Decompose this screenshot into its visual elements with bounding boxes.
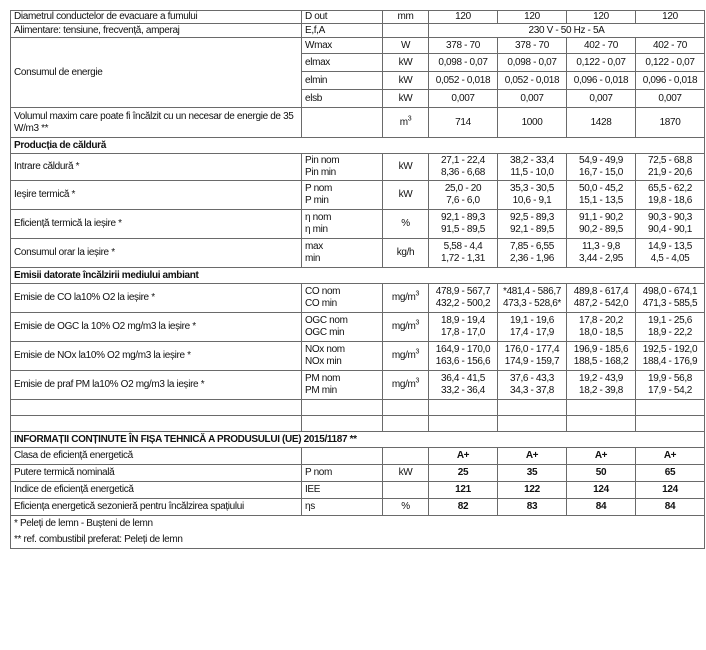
value-cell: 25 xyxy=(429,465,498,482)
unit-cell xyxy=(383,342,429,371)
unit-cell: kW xyxy=(383,465,429,482)
param-line: NOx nom xyxy=(305,344,345,355)
param-cell xyxy=(302,284,383,313)
value-line: 7,6 - 6,0 xyxy=(446,195,480,206)
value-cell: 1870 xyxy=(636,108,705,138)
value-line: 196,9 - 185,6 xyxy=(573,344,629,355)
value-cell xyxy=(567,210,636,239)
value-cell: 84 xyxy=(636,499,705,516)
value-line: 8,36 - 6,68 xyxy=(441,167,485,178)
value-line: 90,4 - 90,1 xyxy=(648,224,692,235)
value-cell xyxy=(429,284,498,313)
empty-cell xyxy=(302,416,383,432)
value-line: 90,2 - 89,5 xyxy=(579,224,623,235)
row-label: Volumul maxim care poate fi încălzit cu un necesar de energie de 35 W/m3 ** xyxy=(11,108,302,138)
value-cell: 120 xyxy=(429,11,498,24)
row-heated-volume xyxy=(11,108,705,138)
value-cell: 120 xyxy=(636,11,705,24)
value-cell: A+ xyxy=(429,448,498,465)
param-cell xyxy=(302,342,383,371)
value-line: 19,2 - 43,9 xyxy=(579,373,623,384)
row-label: Consumul de energie xyxy=(11,38,302,108)
value-line: 17,4 - 17,9 xyxy=(510,327,554,338)
row-label: Consumul orar la ieșire * xyxy=(11,239,302,268)
unit-cell: % xyxy=(383,210,429,239)
value-line: 164,9 - 170,0 xyxy=(435,344,491,355)
value-line: 11,3 - 9,8 xyxy=(581,241,620,252)
value-line: 25,0 - 20 xyxy=(444,183,482,194)
value-line: 21,9 - 20,6 xyxy=(648,167,692,178)
empty-cell xyxy=(429,400,498,416)
value-line: 34,3 - 37,8 xyxy=(510,385,554,396)
empty-cell xyxy=(383,416,429,432)
param-line: OGC min xyxy=(305,327,345,338)
value-line: 489,8 - 617,4 xyxy=(573,286,629,297)
value-line: 91,1 - 90,2 xyxy=(579,212,623,223)
param-cell: ηs xyxy=(302,499,383,516)
value-cell: 65 xyxy=(636,465,705,482)
row-label: Eficiența energetică sezonieră pentru încălzirea spațiului xyxy=(11,499,302,516)
unit-exponent: 3 xyxy=(415,377,420,385)
value-line: 33,2 - 36,4 xyxy=(441,385,485,396)
value-line: 4,5 - 4,05 xyxy=(650,253,690,264)
param-line: η nom xyxy=(305,212,332,223)
value-line: 19,1 - 25,6 xyxy=(648,315,692,326)
value-line: 92,1 - 89,3 xyxy=(441,212,485,223)
value-cell xyxy=(429,239,498,268)
value-line: 471,3 - 585,5 xyxy=(642,298,698,309)
row-label: Clasa de eficiență energetică xyxy=(11,448,302,465)
value-line: 473,3 - 528,6* xyxy=(503,298,561,309)
value-line: 50,0 - 45,2 xyxy=(579,183,623,194)
param-cell: elmin xyxy=(302,72,383,90)
value-cell xyxy=(498,284,567,313)
spec-table xyxy=(10,10,705,549)
value-cell: 50 xyxy=(567,465,636,482)
value-cell: 121 xyxy=(429,482,498,499)
param-cell: IEE xyxy=(302,482,383,499)
param-cell xyxy=(302,108,383,138)
param-line: Pin min xyxy=(305,167,336,178)
value-cell: 0,098 - 0,07 xyxy=(498,54,567,72)
value-line: 54,9 - 49,9 xyxy=(579,155,623,166)
value-cell: A+ xyxy=(636,448,705,465)
unit-exponent: 3 xyxy=(407,115,412,123)
value-cell: 0,052 - 0,018 xyxy=(429,72,498,90)
value-line: 7,85 - 6,55 xyxy=(510,241,554,252)
value-line: 17,9 - 54,2 xyxy=(648,385,692,396)
unit-base: m xyxy=(399,116,408,128)
empty-cell xyxy=(383,400,429,416)
unit-exponent: 3 xyxy=(415,290,420,298)
unit-base: mg/m xyxy=(391,350,416,361)
row-seasonal-efficiency xyxy=(11,499,705,516)
row-thermal-efficiency xyxy=(11,210,705,239)
value-cell: 0,096 - 0,018 xyxy=(567,72,636,90)
value-cell: 0,052 - 0,018 xyxy=(498,72,567,90)
value-cell: 0,007 xyxy=(636,90,705,108)
value-cell xyxy=(636,154,705,181)
empty-cell xyxy=(567,416,636,432)
value-cell xyxy=(567,313,636,342)
value-cell xyxy=(567,239,636,268)
value-cell: 0,122 - 0,07 xyxy=(636,54,705,72)
row-power-supply xyxy=(11,24,705,38)
empty-cell xyxy=(498,416,567,432)
value-line: 27,1 - 22,4 xyxy=(441,155,485,166)
value-line: 14,9 - 13,5 xyxy=(648,241,692,252)
value-line: 92,1 - 89,5 xyxy=(510,224,554,235)
value-line: 35,3 - 30,5 xyxy=(510,183,554,194)
footnote-row xyxy=(11,516,705,533)
unit-base: mg/m xyxy=(391,292,416,303)
param-cell: P nom xyxy=(302,465,383,482)
value-cell: 0,098 - 0,07 xyxy=(429,54,498,72)
section-fiche-header xyxy=(11,432,705,448)
value-line: 1,72 - 1,31 xyxy=(441,253,485,264)
row-label: Alimentare: tensiune, frecvență, amperaj xyxy=(11,24,302,38)
value-cell: 82 xyxy=(429,499,498,516)
value-cell: 120 xyxy=(498,11,567,24)
value-line: 478,9 - 567,7 xyxy=(435,286,491,297)
value-cell: 0,007 xyxy=(429,90,498,108)
row-ogc-emission xyxy=(11,313,705,342)
unit-exponent: 3 xyxy=(415,348,420,356)
param-cell xyxy=(302,181,383,210)
value-line: 5,58 - 4,4 xyxy=(443,241,483,252)
empty-cell xyxy=(11,400,302,416)
value-line: 90,3 - 90,3 xyxy=(648,212,692,223)
value-line: 18,9 - 22,2 xyxy=(648,327,692,338)
value-line: 18,0 - 18,5 xyxy=(579,327,623,338)
value-cell: 714 xyxy=(429,108,498,138)
param-cell xyxy=(302,313,383,342)
section-title: Emisii datorate încălzirii mediului ambiant xyxy=(11,268,705,284)
value-line: 72,5 - 68,8 xyxy=(648,155,692,166)
value-cell xyxy=(429,181,498,210)
value-cell: 83 xyxy=(498,499,567,516)
value-line: 3,44 - 2,95 xyxy=(579,253,623,264)
value-line: 91,5 - 89,5 xyxy=(441,224,485,235)
param-cell: elsb xyxy=(302,90,383,108)
value-cell: 122 xyxy=(498,482,567,499)
unit-cell: mm xyxy=(383,11,429,24)
value-cell: 35 xyxy=(498,465,567,482)
row-label: Indice de eficiență energetică xyxy=(11,482,302,499)
row-label: Eficiență termică la ieșire * xyxy=(11,210,302,239)
value-line: 36,4 - 41,5 xyxy=(441,373,485,384)
unit-cell xyxy=(383,313,429,342)
row-hourly-consumption xyxy=(11,239,705,268)
value-line: *481,4 - 586,7 xyxy=(503,286,561,297)
value-cell: 120 xyxy=(567,11,636,24)
value-cell xyxy=(429,371,498,400)
row-co-emission xyxy=(11,284,705,313)
spacer-row xyxy=(11,416,705,432)
value-cell xyxy=(498,181,567,210)
spacer-row xyxy=(11,400,705,416)
unit-cell: kg/h xyxy=(383,239,429,268)
value-cell xyxy=(498,154,567,181)
value-line: 11,5 - 10,0 xyxy=(510,167,554,178)
value-cell: 1000 xyxy=(498,108,567,138)
empty-cell xyxy=(11,416,302,432)
value-cell: 378 - 70 xyxy=(429,38,498,54)
row-label: Diametrul conductelor de evacuare a fumului xyxy=(11,11,302,24)
param-line: CO nom xyxy=(305,286,341,297)
empty-cell xyxy=(429,416,498,432)
value-cell-merged: 230 V - 50 Hz - 5A xyxy=(429,24,705,38)
value-line: 10,6 - 9,1 xyxy=(512,195,552,206)
value-line: 487,2 - 542,0 xyxy=(573,298,629,309)
row-label: Intrare căldură * xyxy=(11,154,302,181)
value-cell: 0,096 - 0,018 xyxy=(636,72,705,90)
param-line: max xyxy=(305,241,323,252)
value-cell: 0,007 xyxy=(498,90,567,108)
value-cell xyxy=(567,181,636,210)
value-line: 163,6 - 156,6 xyxy=(435,356,491,367)
footnote-row xyxy=(11,532,705,549)
value-line: 19,1 - 19,6 xyxy=(510,315,554,326)
row-label: Ieșire termică * xyxy=(11,181,302,210)
value-cell: 84 xyxy=(567,499,636,516)
value-line: 432,2 - 500,2 xyxy=(435,298,491,309)
section-title: Producția de căldură xyxy=(11,138,705,154)
row-efficiency-index xyxy=(11,482,705,499)
value-line: 37,6 - 43,3 xyxy=(510,373,554,384)
value-cell: 1428 xyxy=(567,108,636,138)
value-line: 38,2 - 33,4 xyxy=(510,155,554,166)
section-emissions-header xyxy=(11,268,705,284)
row-pm-emission xyxy=(11,371,705,400)
value-line: 65,5 - 62,2 xyxy=(648,183,692,194)
empty-cell xyxy=(636,400,705,416)
value-cell xyxy=(567,154,636,181)
unit-cell xyxy=(383,482,429,499)
param-cell xyxy=(302,239,383,268)
value-cell xyxy=(498,371,567,400)
section-title: INFORMAȚII CONȚINUTE ÎN FIȘA TEHNICĂ A PRODUSULUI (UE) 2015/1187 ** xyxy=(11,432,705,448)
value-line: 17,8 - 17,0 xyxy=(441,327,485,338)
unit-base: mg/m xyxy=(391,321,416,332)
unit-cell xyxy=(383,108,429,138)
row-energy-wmax xyxy=(11,38,705,54)
row-nox-emission xyxy=(11,342,705,371)
row-flue-diameter xyxy=(11,11,705,24)
footnote: ** ref. combustibil preferat: Peleți de lemn xyxy=(11,532,705,549)
value-cell xyxy=(636,371,705,400)
value-line: 16,7 - 15,0 xyxy=(579,167,623,178)
unit-cell: kW xyxy=(383,181,429,210)
row-label: Emisie de NOx la10% O2 mg/m3 la ieșire * xyxy=(11,342,302,371)
value-cell xyxy=(636,342,705,371)
value-cell: 402 - 70 xyxy=(636,38,705,54)
param-line: PM min xyxy=(305,385,337,396)
param-cell xyxy=(302,448,383,465)
param-line: P nom xyxy=(305,183,332,194)
value-cell: 124 xyxy=(636,482,705,499)
unit-cell: kW xyxy=(383,72,429,90)
value-line: 498,0 - 674,1 xyxy=(642,286,698,297)
value-line: 18,9 - 19,4 xyxy=(441,315,485,326)
value-cell xyxy=(567,284,636,313)
param-cell xyxy=(302,371,383,400)
row-label: Emisie de praf PM la10% O2 mg/m3 la ieșire * xyxy=(11,371,302,400)
param-line: Pin nom xyxy=(305,155,340,166)
row-heat-input xyxy=(11,154,705,181)
value-line: 17,8 - 20,2 xyxy=(579,315,623,326)
empty-cell xyxy=(498,400,567,416)
value-cell xyxy=(429,313,498,342)
value-cell xyxy=(636,313,705,342)
value-line: 188,5 - 168,2 xyxy=(573,356,629,367)
unit-cell: % xyxy=(383,499,429,516)
value-line: 2,36 - 1,96 xyxy=(510,253,554,264)
param-line: η min xyxy=(305,224,328,235)
row-label: Putere termică nominală xyxy=(11,465,302,482)
param-line: PM nom xyxy=(305,373,341,384)
value-line: 188,4 - 176,9 xyxy=(642,356,698,367)
param-cell: elmax xyxy=(302,54,383,72)
value-cell: A+ xyxy=(567,448,636,465)
param-cell: D out xyxy=(302,11,383,24)
value-line: 176,0 - 177,4 xyxy=(504,344,560,355)
unit-cell xyxy=(383,284,429,313)
param-cell xyxy=(302,210,383,239)
value-line: 19,8 - 18,6 xyxy=(648,195,692,206)
param-cell: E,f,A xyxy=(302,24,383,38)
param-cell: Wmax xyxy=(302,38,383,54)
unit-cell: kW xyxy=(383,54,429,72)
row-label: Emisie de CO la10% O2 la ieșire * xyxy=(11,284,302,313)
unit-cell xyxy=(383,371,429,400)
value-cell xyxy=(429,154,498,181)
value-cell xyxy=(636,181,705,210)
value-cell xyxy=(636,210,705,239)
value-cell xyxy=(636,239,705,268)
value-cell xyxy=(498,313,567,342)
value-cell xyxy=(498,239,567,268)
value-cell xyxy=(636,284,705,313)
value-line: 19,9 - 56,8 xyxy=(648,373,692,384)
param-cell xyxy=(302,154,383,181)
param-line: OGC nom xyxy=(305,315,348,326)
empty-cell xyxy=(567,400,636,416)
unit-base: mg/m xyxy=(391,379,416,390)
value-cell xyxy=(498,342,567,371)
param-line: CO min xyxy=(305,298,337,309)
value-cell xyxy=(567,342,636,371)
value-cell: 402 - 70 xyxy=(567,38,636,54)
value-line: 92,5 - 89,3 xyxy=(510,212,554,223)
empty-cell xyxy=(636,416,705,432)
param-line: NOx min xyxy=(305,356,342,367)
row-nominal-power xyxy=(11,465,705,482)
value-line: 18,2 - 39,8 xyxy=(579,385,623,396)
value-line: 15,1 - 13,5 xyxy=(579,195,623,206)
row-energy-class xyxy=(11,448,705,465)
param-line: P min xyxy=(305,195,329,206)
unit-cell: kW xyxy=(383,154,429,181)
value-cell xyxy=(429,210,498,239)
value-cell xyxy=(429,342,498,371)
value-cell: 378 - 70 xyxy=(498,38,567,54)
param-line: min xyxy=(305,253,321,264)
row-heat-output xyxy=(11,181,705,210)
section-heat-header xyxy=(11,138,705,154)
value-cell: 0,122 - 0,07 xyxy=(567,54,636,72)
value-cell xyxy=(498,210,567,239)
unit-cell xyxy=(383,24,429,38)
value-line: 192,5 - 192,0 xyxy=(642,344,698,355)
unit-cell xyxy=(383,448,429,465)
value-line: 174,9 - 159,7 xyxy=(504,356,560,367)
unit-exponent: 3 xyxy=(415,319,420,327)
unit-cell: W xyxy=(383,38,429,54)
value-cell: 0,007 xyxy=(567,90,636,108)
row-label: Emisie de OGC la 10% O2 mg/m3 la ieșire * xyxy=(11,313,302,342)
value-cell: A+ xyxy=(498,448,567,465)
value-cell: 124 xyxy=(567,482,636,499)
empty-cell xyxy=(302,400,383,416)
value-cell xyxy=(567,371,636,400)
unit-cell: kW xyxy=(383,90,429,108)
footnote: * Peleți de lemn - Bușteni de lemn xyxy=(11,516,705,533)
